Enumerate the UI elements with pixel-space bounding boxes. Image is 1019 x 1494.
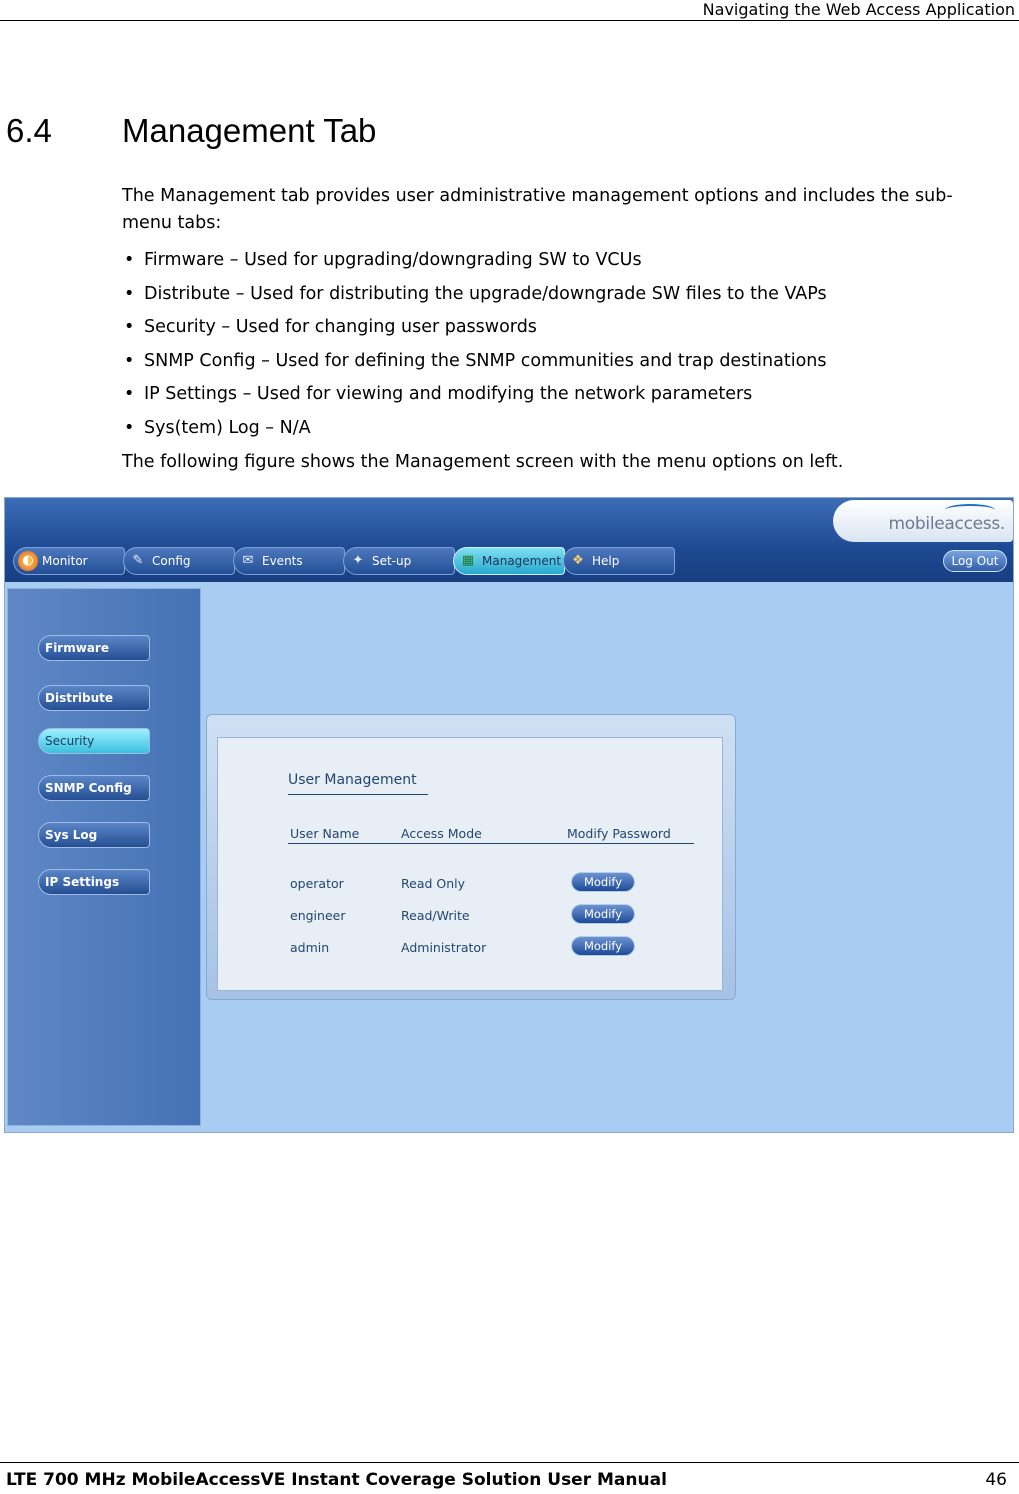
setup-wand-icon: ✦ — [352, 553, 364, 568]
list-item: • Firmware – Used for upgrading/downgrading SW to VCUs — [122, 247, 827, 281]
user-management-panel — [217, 737, 723, 991]
modify-admin-button[interactable]: Modify — [571, 936, 635, 956]
side-menu-ip-settings[interactable]: IP Settings — [38, 869, 150, 895]
section-number: 6.4 — [6, 112, 52, 149]
access-mode-cell: Read/Write — [401, 908, 470, 923]
side-menu-security[interactable]: Security — [38, 728, 150, 754]
side-menu-distribute[interactable]: Distribute — [38, 685, 150, 711]
list-item: • Sys(tem) Log – N/A — [122, 415, 827, 449]
help-book-icon: ❖ — [572, 553, 584, 568]
user-name-cell: operator — [290, 876, 344, 891]
tab-management[interactable]: ▦ Management — [453, 547, 565, 575]
intro-paragraph: The Management tab provides user administrative management options and includes the sub-menu tabs: — [122, 186, 953, 233]
tab-help[interactable]: ❖ Help — [563, 547, 675, 575]
modify-operator-button[interactable]: Modify — [571, 872, 635, 892]
wrench-icon: ✎ — [132, 553, 144, 568]
side-menu-firmware[interactable]: Firmware — [38, 635, 150, 661]
list-item: • SNMP Config – Used for defining the SNMP communities and trap destinations — [122, 348, 827, 382]
list-item: • Security – Used for changing user passwords — [122, 314, 827, 348]
header-rule — [288, 843, 694, 844]
management-screen — [4, 497, 1014, 1133]
tab-config[interactable]: ✎ Config — [123, 547, 235, 575]
tab-setup[interactable]: ✦ Set-up — [343, 547, 455, 575]
user-management-frame — [206, 714, 736, 1000]
footer-rule — [0, 1462, 1019, 1463]
side-menu-sys-log[interactable]: Sys Log — [38, 822, 150, 848]
column-header-modify-password: Modify Password — [567, 826, 671, 841]
submenu-list — [122, 247, 827, 449]
section-title: Management Tab — [122, 112, 377, 149]
logout-button[interactable]: Log Out — [943, 550, 1007, 572]
list-item: • IP Settings – Used for viewing and modifying the network parameters — [122, 381, 827, 415]
access-mode-cell: Read Only — [401, 876, 466, 891]
brand-logo — [833, 500, 1013, 542]
access-mode-cell: Administrator — [401, 940, 487, 955]
column-header-access-mode: Access Mode — [401, 826, 482, 841]
modify-engineer-button[interactable]: Modify — [571, 904, 635, 924]
top-navigation-bar — [5, 498, 1014, 582]
user-name-cell: engineer — [290, 908, 346, 923]
tab-monitor[interactable]: ◐ Monitor — [13, 547, 125, 575]
running-header: Navigating the Web Access Application — [702, 0, 1015, 19]
footer-title: LTE 700 MHz MobileAccessVE Instant Coverage Solution User Manual — [6, 1470, 667, 1490]
header-rule — [0, 20, 1019, 21]
list-item: • Distribute – Used for distributing the upgrade/downgrade SW files to the VAPs — [122, 281, 827, 315]
monitor-icon: ◐ — [18, 551, 38, 571]
events-icon: ✉ — [242, 553, 254, 568]
side-menu — [7, 588, 201, 1126]
figure-caption: The following figure shows the Management screen with the menu options on left. — [122, 452, 844, 472]
tab-events[interactable]: ✉ Events — [233, 547, 345, 575]
panel-title: User Management — [288, 772, 417, 788]
column-header-user-name: User Name — [290, 826, 360, 841]
page-number: 46 — [985, 1470, 1007, 1490]
panel-title-rule — [288, 794, 428, 795]
side-menu-snmp-config[interactable]: SNMP Config — [38, 775, 150, 801]
logo-text: mobileaccess. — [888, 514, 1005, 534]
user-name-cell: admin — [290, 940, 330, 955]
management-chart-icon: ▦ — [461, 553, 475, 568]
